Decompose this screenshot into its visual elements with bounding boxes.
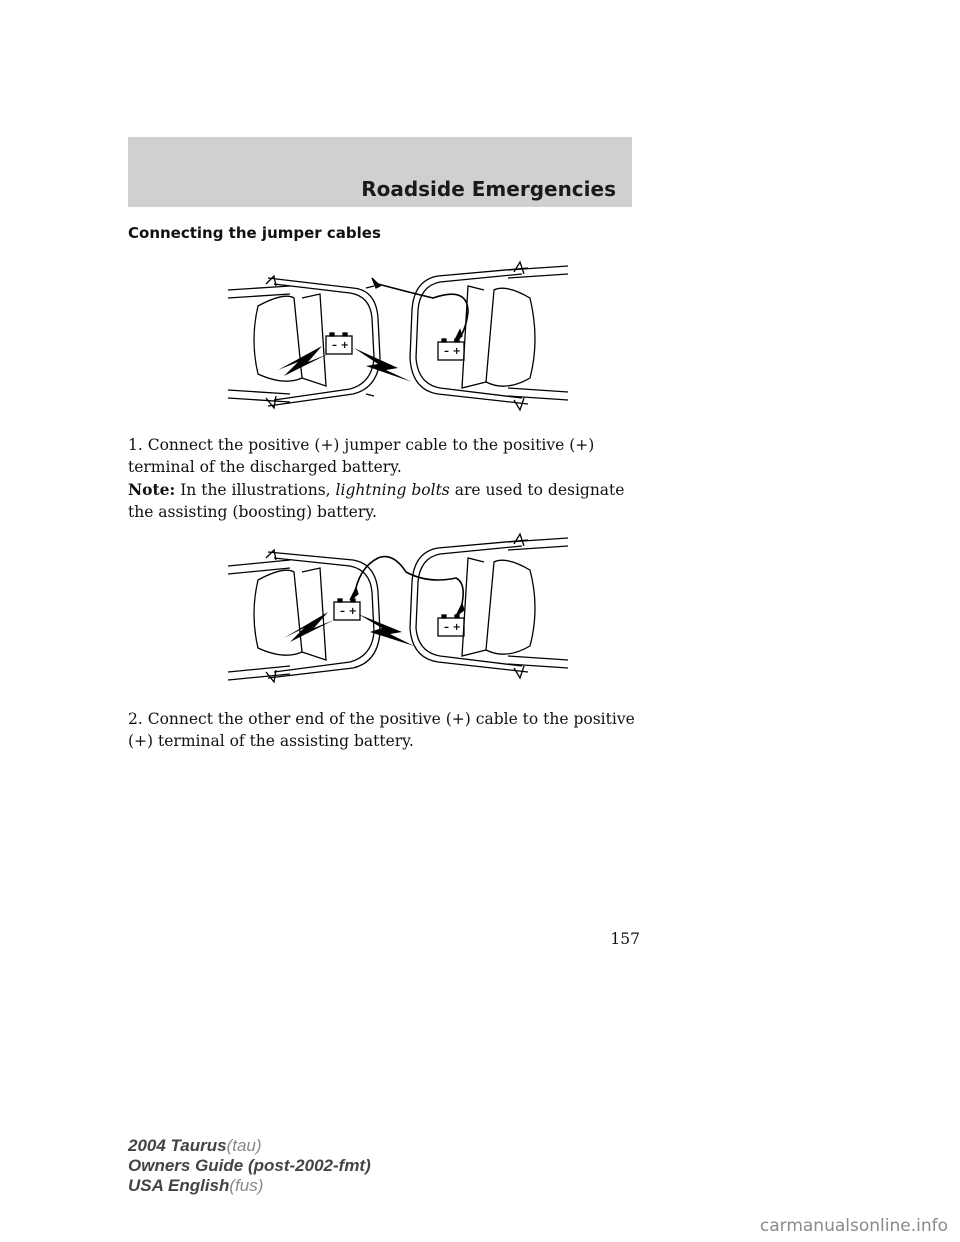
- footer-language: USA English: [128, 1176, 230, 1195]
- car-with-discharged-battery: [410, 534, 568, 678]
- note: [128, 479, 648, 523]
- section-heading: Connecting the jumper cables: [128, 224, 381, 242]
- battery-terminal-label: – +: [444, 622, 461, 633]
- step-2-text: 2. Connect the other end of the positive (+) cable to the positive (+) terminal of the assisting battery.: [128, 710, 635, 750]
- battery-terminal-label: – +: [332, 340, 349, 351]
- jumper-diagram-step1: [228, 258, 568, 418]
- lightning-bolt-icon: [278, 346, 412, 382]
- document-footer: [128, 1136, 371, 1196]
- note-text-after: are used to designate the assisting (boosting) battery.: [128, 481, 625, 521]
- note-label: Note:: [128, 480, 176, 499]
- footer-model-code: (tau): [226, 1136, 262, 1155]
- footer-language-code: (fus): [229, 1176, 264, 1195]
- battery-terminal-label: – +: [444, 346, 461, 357]
- header-band: [128, 137, 632, 207]
- jumper-diagram-step2: [228, 528, 568, 690]
- jumper-cable: [350, 557, 464, 616]
- car-with-discharged-battery: [410, 262, 568, 410]
- jumper-cable: [372, 278, 468, 342]
- footer-model: 2004 Taurus: [128, 1136, 227, 1155]
- note-emphasis: lightning bolts: [335, 481, 450, 499]
- note-text-before: In the illustrations,: [180, 481, 331, 499]
- footer-guide: Owners Guide (post-2002-fmt): [128, 1156, 371, 1175]
- watermark: carmanualsonline.info: [759, 1216, 948, 1236]
- page-title: Roadside Emergencies: [361, 177, 616, 201]
- car-with-assisting-battery: [228, 276, 380, 408]
- lightning-bolt-icon: [284, 612, 414, 646]
- battery-terminal-label: – +: [340, 606, 357, 617]
- step-1-text: 1. Connect the positive (+) jumper cable to the positive (+) terminal of the discharged battery.: [128, 436, 595, 476]
- car-with-assisting-battery: [228, 550, 380, 682]
- page-number: 157: [610, 930, 640, 948]
